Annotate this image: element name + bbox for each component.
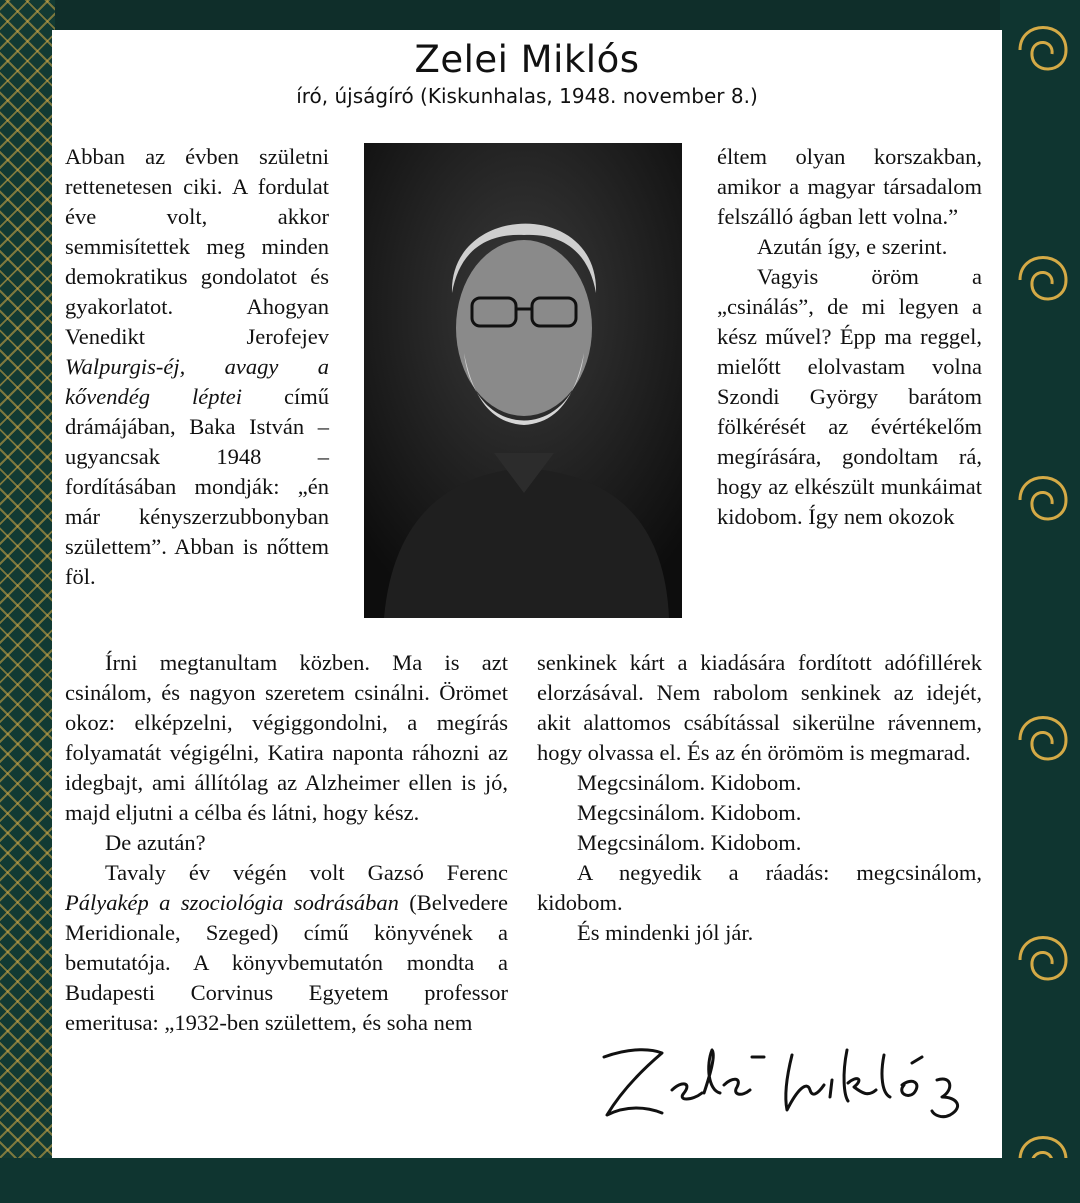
paragraph: Azután így, e szerint. (757, 234, 948, 259)
paragraph: Megcsinálom. Kidobom. (577, 830, 802, 855)
paragraph: De azután? (105, 830, 206, 855)
gold-swirl-ornament (1010, 700, 1076, 780)
paragraph: Vagyis öröm a „csinálás”, de mi legyen a kész művel? Épp ma reggel, mielőtt elolvastam volna Szondi György barátom fölkérését az évértékelőm megírására, gondoltam rá, hogy az elkészült munkáimat kidobom. Így nem okozok (717, 264, 982, 529)
paragraph: A negyedik a ráadás: megcsinálom, kidobom. (537, 860, 982, 915)
bottom-border (0, 1158, 1080, 1203)
gold-swirl-ornament (1010, 10, 1076, 90)
paragraph: Írni megtanultam közben. Ma is azt csinálom, és nagyon szeretem csinálni. Örömet okoz: elképzelni, végiggondolni, a megírás folyamatát végigélni, Katira naponta ráhozni az idegbajt, ami állítólag az Alzheimer ellen is jó, majd eljutni a célba és látni, hogy kész. (65, 650, 508, 825)
gold-swirl-ornament (1010, 460, 1076, 540)
paragraph: Megcsinálom. Kidobom. (577, 800, 802, 825)
gold-swirl-ornament (1010, 920, 1076, 1000)
column-left-bottom (65, 648, 508, 1038)
article-page (52, 30, 1002, 1158)
paragraph: éltem olyan korszakban, amikor a magyar társadalom felszálló ágban lett volna.” (717, 144, 982, 229)
left-celtic-border (0, 0, 55, 1203)
gold-swirl-ornament (1010, 240, 1076, 320)
column-right-bottom (537, 648, 982, 948)
paragraph: Megcsinálom. Kidobom. (577, 770, 802, 795)
paragraph: senkinek kárt a kiadására fordított adófillérek elorzásával. Nem rabolom senkinek az idejét, akit alattomos csábítással sikerülne rávennem, hogy olvassa el. És az én örömöm is megmarad. (537, 650, 982, 765)
portrait-photo (364, 143, 682, 618)
right-ornament-border (1000, 0, 1080, 1203)
column-left-top: Abban az évben születni rettenetesen ciki. A fordulat éve volt, akkor semmisítettek meg minden demokratikus gondolatot és gyakorlatot. Ahogyan Venedikt Jerofejev Walpurgis-éj, avagy a kővendég léptei című drámájában, Baka István – ugyancsak 1948 – fordításában mondják: „én már kényszerzubbonyban születtem”. Abban is nőttem föl. (65, 144, 329, 589)
page-title: Zelei Miklós (414, 38, 640, 81)
page-subtitle: író, újságíró (Kiskunhalas, 1948. november 8.) (296, 84, 758, 108)
handwritten-signature (592, 1035, 982, 1130)
paragraph: És mindenki jól jár. (577, 920, 754, 945)
portrait-image (364, 143, 682, 618)
paragraph: Tavaly év végén volt Gazsó Ferenc Pályakép a szociológia sodrásában (Belvedere Meridionale, Szeged) című könyvének a bemutatója. A könyvbemutatón mondta a Budapesti Corvinus Egyetem professor emeritusa: „1932-ben születtem, és soha nem (65, 860, 508, 1035)
column-right-top (717, 142, 982, 532)
